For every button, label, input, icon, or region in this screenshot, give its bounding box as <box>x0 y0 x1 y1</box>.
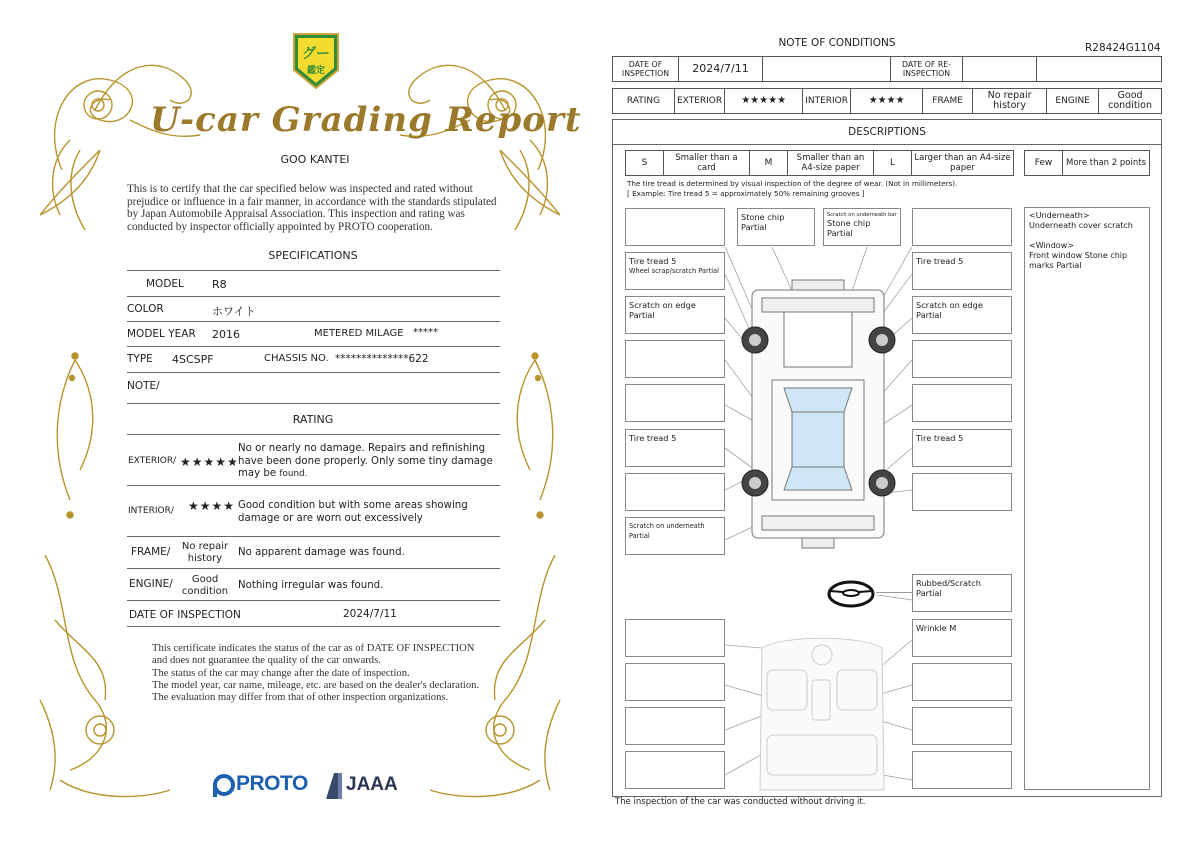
damage-note: Scratch on underneath Partial <box>629 522 705 540</box>
date-of-reinspection-label: DATE OF RE-INSPECTION <box>891 57 963 82</box>
leader-line <box>876 592 912 593</box>
damage-box-front-left <box>737 208 815 246</box>
frame-value: No repair history <box>973 89 1047 114</box>
empty-cell <box>963 57 1037 82</box>
damage-box <box>912 751 1012 789</box>
few-label: Few <box>1025 151 1063 176</box>
exterior-description-tail: found. <box>279 469 308 479</box>
chassis-value: **************622 <box>335 353 429 365</box>
engine-label: ENGINE/ <box>129 578 173 590</box>
jaaa-logo: JAAA <box>346 774 398 795</box>
damage-note: Stone chip Partial <box>741 212 785 232</box>
date-of-inspection-label: DATE OF INSPECTION <box>129 609 241 621</box>
svg-text:グー: グー <box>302 46 330 62</box>
engine-label: ENGINE <box>1047 89 1099 114</box>
engine-value: Good condition <box>1099 89 1162 114</box>
damage-note: Rubbed/Scratch Partial <box>916 578 981 598</box>
size-m: M <box>750 151 788 176</box>
color-value: ホワイト <box>212 305 256 318</box>
descriptions-heading: DESCRIPTIONS <box>612 119 1162 145</box>
model-year-label: MODEL YEAR <box>127 328 196 340</box>
size-s-desc: Smaller than a card <box>664 151 750 176</box>
damage-box <box>625 619 725 657</box>
damage-box-tire-front-right <box>912 252 1012 290</box>
steering-wheel-icon <box>826 579 876 609</box>
date-of-inspection-value: 2024/7/11 <box>679 57 763 82</box>
damage-note: Wrinkle M <box>916 623 957 633</box>
damage-box-edge-right <box>912 296 1012 334</box>
damage-box-edge-left <box>625 296 725 334</box>
damage-note: Tire tread 5 <box>629 433 677 443</box>
underneath-heading: <Underneath> <box>1029 211 1090 220</box>
exterior-description-text: No or nearly no damage. Repairs and refinishing have been done properly. Only some tiny damage may be <box>238 443 493 479</box>
damage-box-underneath <box>625 517 725 555</box>
frame-label: FRAME/ <box>131 546 171 558</box>
interior-label: INTERIOR/ <box>128 506 174 516</box>
empty-cell <box>763 57 891 82</box>
damage-note: Tire tread 5 <box>916 433 964 443</box>
few-legend-table <box>1024 150 1150 176</box>
damage-box <box>625 751 725 789</box>
damage-box-steering <box>912 574 1012 612</box>
document-id: R28424G1104 <box>1085 42 1161 54</box>
damage-note: Wheel scrap/scratch Partial <box>629 267 719 275</box>
svg-text:鑑定: 鑑定 <box>306 66 326 76</box>
exterior-stars: ★★★★★ <box>725 89 803 114</box>
model-year-value: 2016 <box>212 328 240 341</box>
damage-box <box>625 663 725 701</box>
exterior-label: EXTERIOR/ <box>128 456 177 466</box>
exterior-stars: ★★★★★ <box>180 455 239 469</box>
damage-note: Tire tread 5 <box>916 256 964 266</box>
inspection-date-table <box>612 56 1162 82</box>
model-label: MODEL <box>146 278 184 290</box>
underneath-note: Underneath cover scratch <box>1029 221 1133 230</box>
note-of-conditions-title: NOTE OF CONDITIONS <box>778 37 896 49</box>
damage-box <box>625 473 725 511</box>
damage-note: Scratch on edge Partial <box>629 300 696 320</box>
interior-stars: ★★★★ <box>851 89 923 114</box>
note-label: NOTE/ <box>127 380 160 392</box>
size-l: L <box>874 151 912 176</box>
interior-label: INTERIOR <box>803 89 851 114</box>
additional-notes-panel <box>1024 207 1150 790</box>
color-label: COLOR <box>127 303 164 315</box>
footnote-line: The model year, car name, mileage, etc. are based on the dealer's declaration. <box>152 679 480 691</box>
interior-description: Good condition but with some areas showing damage or are worn out excessively <box>238 500 468 524</box>
window-note: Front window Stone chip marks Partial <box>1029 251 1128 270</box>
damage-box-tire-rear-right <box>912 429 1012 467</box>
rating-heading: RATING <box>292 413 334 426</box>
chassis-label: CHASSIS NO. <box>264 353 329 364</box>
frame-description: No apparent damage was found. <box>238 547 405 558</box>
type-label: TYPE <box>127 353 153 365</box>
damage-box <box>912 473 1012 511</box>
size-l-desc: Larger than an A4-size paper <box>912 151 1014 176</box>
model-value: R8 <box>212 278 227 291</box>
damage-box <box>912 384 1012 422</box>
size-m-desc: Smaller than an A4-size paper <box>788 151 874 176</box>
exterior-label: EXTERIOR <box>675 89 725 114</box>
certificate-text: This is to certify that the car specified below was inspected and rated without prejudice or influence in a fair manner, in accordance with the standards stipulated by Japan Automobile Appraisal Association. This inspection and rating was conducted by inspector officially appointed by PROTO cooperation. <box>127 183 497 233</box>
few-desc: More than 2 points <box>1063 151 1150 176</box>
damage-box <box>625 707 725 745</box>
damage-box <box>912 340 1012 378</box>
damage-note: Scratch on edge Partial <box>916 300 983 320</box>
damage-box-interior <box>912 619 1012 657</box>
size-legend-table <box>625 150 1014 176</box>
tread-example-note: [ Example: Tire tread 5 = approximately 50% remaining grooves ] <box>627 189 865 198</box>
damage-box-front-bar <box>823 208 901 246</box>
damage-box-tire-front-left <box>625 252 725 290</box>
report-subtitle: GOO KANTEI <box>280 153 350 166</box>
engine-description: Nothing irregular was found. <box>238 580 384 591</box>
damage-box <box>912 663 1012 701</box>
rating-label: RATING <box>613 89 675 114</box>
rating-table <box>612 88 1162 114</box>
interior-stars: ★★★★ <box>188 499 236 513</box>
damage-note-small: Scratch on underneath bar <box>827 212 897 218</box>
report-title: U-car Grading Report <box>150 100 582 140</box>
damage-box <box>625 208 725 246</box>
damage-note: Tire tread 5 <box>629 256 677 266</box>
footnote-line: The status of the car may change after the date of inspection. <box>152 667 410 679</box>
mileage-label: METERED MILAGE <box>314 328 404 339</box>
empty-cell <box>1037 57 1162 82</box>
specifications-heading: SPECIFICATIONS <box>268 249 358 262</box>
damage-note: Stone chip Partial <box>827 218 871 238</box>
footnote-line: The evaluation may differ from that of other inspection organizations. <box>152 692 449 704</box>
date-of-inspection-value: 2024/7/11 <box>343 608 397 620</box>
date-of-inspection-label: DATE OF INSPECTION <box>613 57 679 82</box>
damage-box-tire-rear-left <box>625 429 725 467</box>
size-s: S <box>626 151 664 176</box>
no-drive-note: The inspection of the car was conducted without driving it. <box>615 797 866 807</box>
damage-box <box>912 208 1012 246</box>
engine-value: Good condition <box>181 574 229 597</box>
proto-logo: PROTO <box>236 772 308 795</box>
window-heading: <Window> <box>1029 241 1074 250</box>
tread-note: The tire tread is determined by visual inspection of the degree of wear. (Not in millimeters). <box>627 179 958 188</box>
damage-box <box>912 707 1012 745</box>
damage-box <box>625 340 725 378</box>
mileage-value: ***** <box>413 327 438 338</box>
footnote-line: This certificate indicates the status of the car as of DATE OF INSPECTION and does not guarantee the quality of the car onwards. <box>152 643 475 667</box>
frame-value: No repair history <box>181 541 229 564</box>
type-value: 4SCSPF <box>172 353 214 366</box>
damage-box <box>625 384 725 422</box>
frame-label: FRAME <box>923 89 973 114</box>
